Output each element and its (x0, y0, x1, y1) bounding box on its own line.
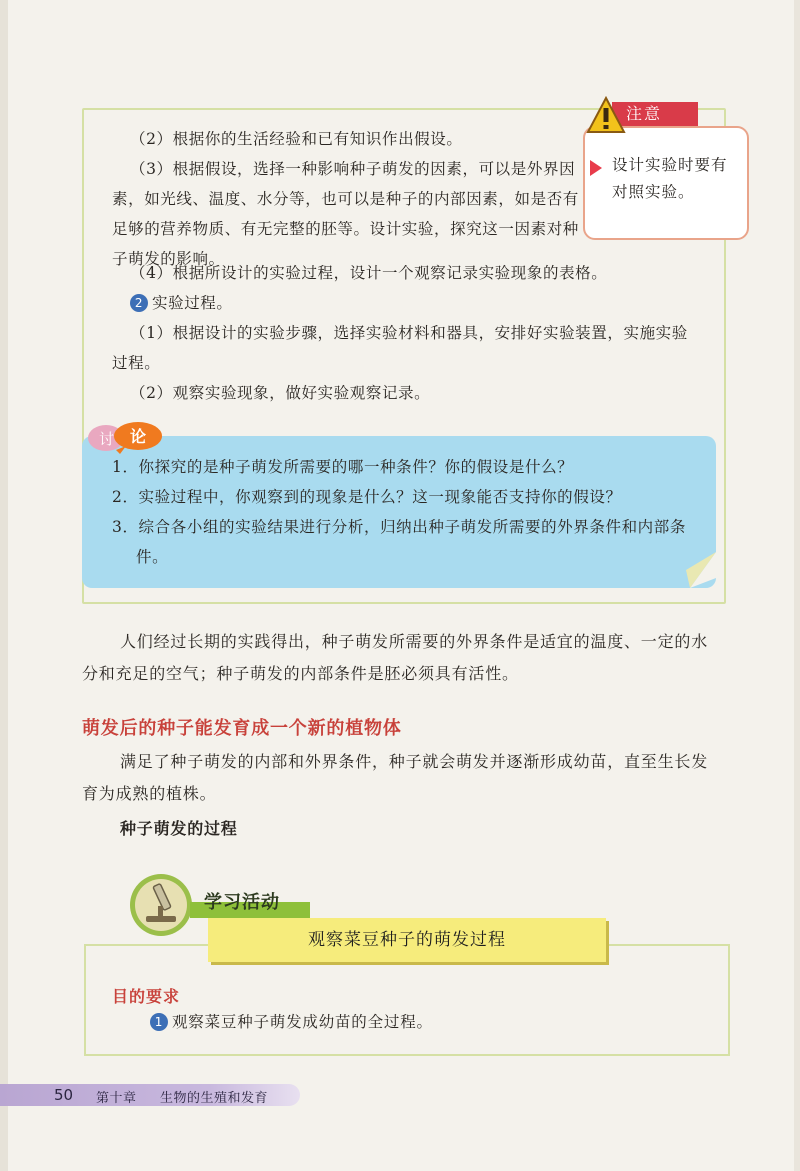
page-edge (794, 0, 800, 1171)
body-paragraph-2: 满足了种子萌发的内部和外界条件，种子就会萌发并逐渐形成幼苗，直至生长发育为成熟的植株。 (82, 752, 709, 803)
section-heading: 萌发后的种子能发育成一个新的植物体 (82, 718, 402, 739)
step-3: （3）根据假设，选择一种影响种子萌发的因素，可以是外界因素，如光线、温度、水分等，也可以是种子的内部因素，如是否有足够的营养物质、有无完整的胚等。设计实验，探究这一因素对种子萌发的影响。 (112, 160, 579, 268)
goal-text: 观察菜豆种子萌发成幼苗的全过程。 (172, 1013, 433, 1031)
body-paragraph-1: 人们经过长期的实践得出，种子萌发所需要的外界条件是适宜的温度、一定的水分和充足的空气；种子萌发的内部条件是胚必须具有活性。 (82, 632, 709, 683)
step-4: （4）根据所设计的实验过程，设计一个观察记录实验现象的表格。 (130, 264, 608, 282)
process-number-icon: 2 (130, 294, 148, 312)
experiment-steps-wide (112, 258, 702, 408)
goal-heading: 目的要求 (112, 987, 181, 1006)
step-2: （2）根据你的生活经验和已有知识作出假设。 (130, 130, 463, 148)
warning-icon (586, 96, 626, 136)
activity-label: 学习活动 (204, 892, 280, 913)
discussion-item: 3．综合各小组的实验结果进行分析，归纳出种子萌发所需要的外界条件和内部条件。 (112, 518, 686, 566)
note-arrow-icon (590, 160, 602, 176)
note-text: 设计实验时要有对照实验。 (612, 156, 728, 201)
discussion-tag-right: 论 (130, 427, 147, 446)
subheading: 种子萌发的过程 (120, 819, 238, 838)
activity-title: 观察菜豆种子的萌发过程 (208, 918, 606, 962)
goal-number-icon: 1 (150, 1013, 168, 1031)
discussion-tag-bubbles-icon (86, 420, 176, 456)
microscope-icon (128, 872, 194, 938)
discussion-item: 1．你探究的是种子萌发所需要的哪一种条件？你的假设是什么？ (112, 458, 574, 476)
goal-item (150, 1010, 433, 1032)
note-tag-label: 注意 (626, 104, 663, 123)
process-heading (112, 288, 702, 318)
footer-chapter-title: 生物的生殖和发育 (160, 1091, 269, 1106)
discussion-item: 2．实验过程中，你观察到的现象是什么？这一现象能否支持你的假设？ (112, 488, 622, 506)
process-label: 实验过程。 (152, 294, 233, 312)
process-step-2: （2）观察实验现象，做好实验观察记录。 (130, 384, 431, 402)
discussion-questions (112, 452, 712, 572)
footer-chapter: 第十章 (96, 1091, 137, 1106)
discussion-tag-left: 讨 (99, 430, 115, 448)
page-edge (0, 0, 8, 1171)
experiment-steps (112, 124, 582, 274)
page-number: 50 (54, 1086, 74, 1104)
process-step-1: （1）根据设计的实验步骤，选择实验材料和器具，安排好实验装置，实施实验过程。 (112, 324, 688, 372)
